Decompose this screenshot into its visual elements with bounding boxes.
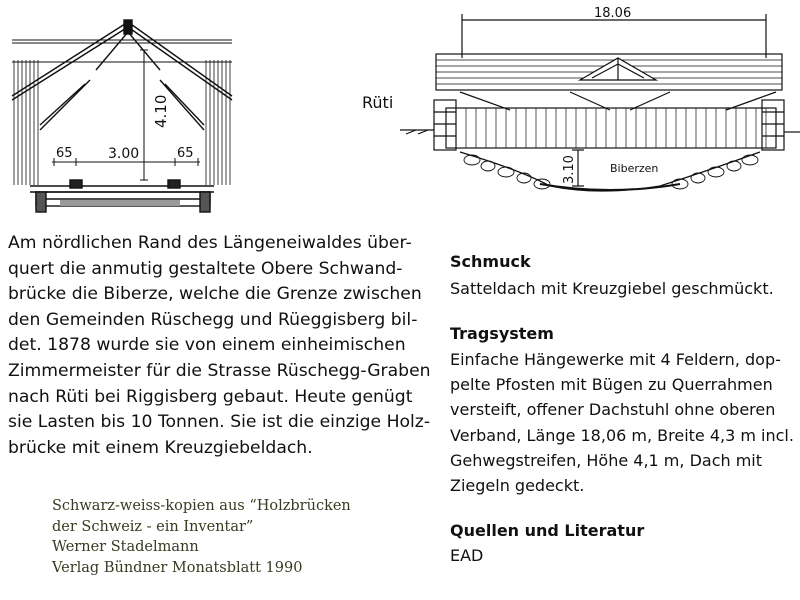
tragsystem-text xyxy=(450,347,794,498)
intro-line: Zimmermeister für die Strasse Rüschegg-Graben xyxy=(8,360,431,381)
cross-section-drawing xyxy=(0,0,240,225)
dim-clearance-label: 3.10 xyxy=(562,155,577,184)
intro-line: brücke die Biberze, welche die Grenze zwischen xyxy=(8,284,422,305)
tragsystem-line: Einfache Hängewerke mit 4 Feldern, dop- xyxy=(450,350,781,369)
place-label: Rüti xyxy=(362,93,394,112)
intro-line: quert die anmutig gestaltete Obere Schwand- xyxy=(8,258,403,279)
schmuck-heading: Schmuck xyxy=(450,252,531,271)
intro-paragraph xyxy=(8,231,438,461)
tragsystem-section xyxy=(450,324,794,498)
dim-left-label: 65 xyxy=(56,146,73,161)
tragsystem-line: Gehwegstreifen, Höhe 4,1 m, Dach mit xyxy=(450,450,763,470)
quellen-text: EAD xyxy=(450,546,484,565)
credit-line: Werner Stadelmann xyxy=(52,539,199,555)
river-label: Biberzen xyxy=(610,162,659,175)
credit-line: der Schweiz - ein Inventar” xyxy=(52,518,254,535)
intro-line: Am nördlichen Rand des Längeneiwaldes über- xyxy=(8,233,412,253)
intro-line: nach Rüti bei Riggisberg gebaut. Heute genügt xyxy=(8,386,413,407)
tragsystem-heading: Tragsystem xyxy=(450,324,554,343)
image-credit xyxy=(52,496,351,578)
credit-line: Verlag Bündner Monatsblatt 1990 xyxy=(52,559,303,576)
intro-line: den Gemeinden Rüschegg und Rüeggisberg bil- xyxy=(8,309,418,330)
quellen-section xyxy=(450,521,644,568)
dim-width-label: 3.00 xyxy=(108,146,140,162)
dim-right-label: 65 xyxy=(177,146,194,161)
dim-height-label: 4.10 xyxy=(152,94,170,128)
elevation-drawing xyxy=(360,0,800,225)
intro-line: brücke mit einem Kreuzgiebeldach. xyxy=(8,437,313,458)
tragsystem-line: Verband, Länge 18,06 m, Breite 4,3 m incl. xyxy=(450,425,794,445)
dim-length-label: 18.06 xyxy=(594,6,632,21)
quellen-heading: Quellen und Literatur xyxy=(450,521,645,540)
tragsystem-line: Ziegeln gedeckt. xyxy=(450,476,585,496)
credit-line: Schwarz-weiss-kopien aus “Holzbrücken xyxy=(52,498,351,514)
schmuck-section xyxy=(450,252,774,301)
schmuck-text: Satteldach mit Kreuzgiebel geschmückt. xyxy=(450,279,774,298)
tragsystem-line: versteift, offener Dachstuhl ohne oberen xyxy=(450,400,776,420)
tragsystem-line: pelte Pfosten mit Bügen zu Querrahmen xyxy=(450,375,773,395)
intro-line: sie Lasten bis 10 Tonnen. Sie ist die einzige Holz- xyxy=(8,412,431,433)
intro-line: det. 1878 wurde sie von einem einheimischen xyxy=(8,335,406,356)
